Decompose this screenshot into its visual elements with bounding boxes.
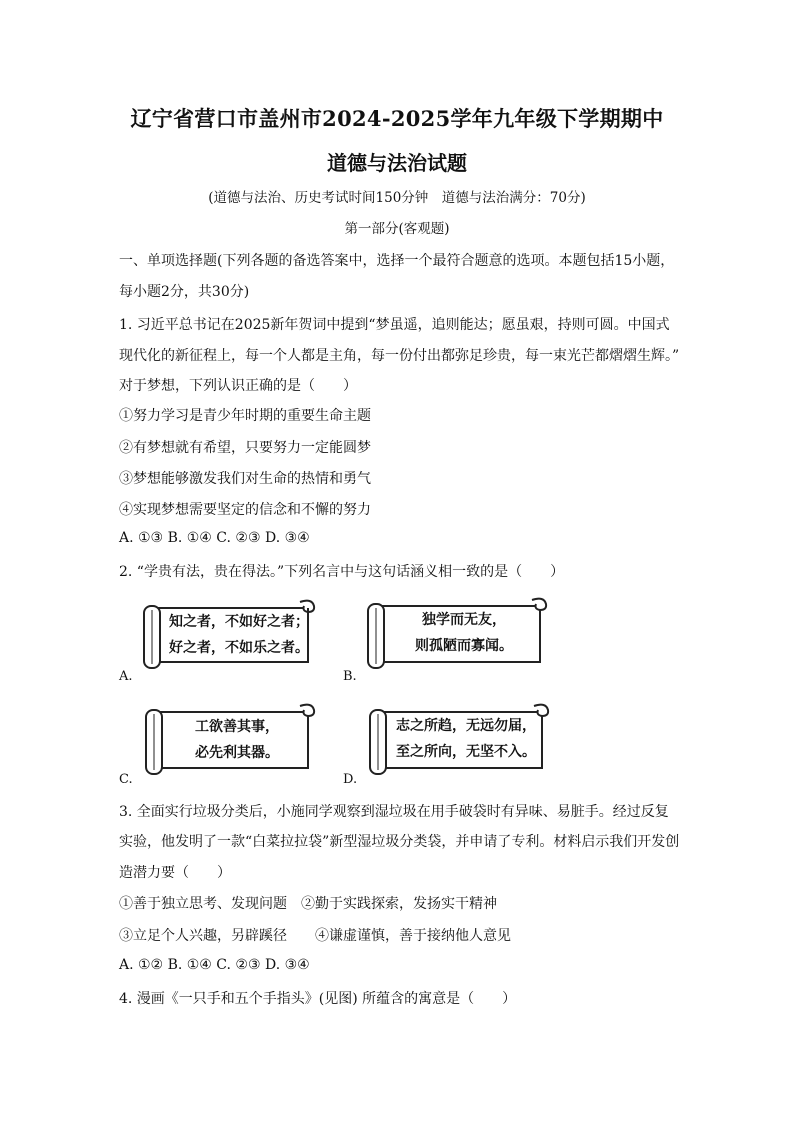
q2-option-a-scroll <box>140 596 320 676</box>
section-instructions-line2: 每小题2分，共30分) <box>119 284 250 300</box>
q1-option-4: ④实现梦想需要坚定的信念和不懈的努力 <box>119 502 371 518</box>
q1-option-1: ①努力学习是青少年时期的重要生命主题 <box>119 408 371 424</box>
q2-option-d-line2: 至之所向，无坚不入。 <box>396 744 536 760</box>
q2-option-c-scroll <box>142 700 318 780</box>
section-instructions-line1: 一、单项选择题(下列各题的备选答案中，选择一个最符合题意的选项。本题包括15小题， <box>119 253 675 269</box>
q2-option-b-line2: 则孤陋而寡闻。 <box>415 638 513 654</box>
q3-options-3-4: ③立足个人兴趣，另辟蹊径 ④谦虚谨慎，善于接纳他人意见 <box>119 928 511 944</box>
part-heading: 第一部分(客观题) <box>344 221 450 237</box>
q2-option-d-line1: 志之所趋，无远勿届， <box>396 718 536 734</box>
q2-stem: 2. “学贵有法，贵在得法。”下列名言中与这句话涵义相一致的是（ ） <box>119 564 565 580</box>
q1-answer-choices: A. ①③ B. ①④ C. ②③ D. ③④ <box>119 530 310 546</box>
q3-stem-line1: 3. 全面实行垃圾分类后，小施同学观察到湿垃圾在用手破袋时有异味、易脏手。经过反复 <box>119 804 669 820</box>
q3-answer-choices: A. ①② B. ①④ C. ②③ D. ③④ <box>119 957 310 973</box>
q2-option-b-line1: 独学而无友， <box>422 612 506 628</box>
q4-stem: 4. 漫画《一只手和五个手指头》(见图) 所蕴含的寓意是（ ） <box>119 991 517 1007</box>
exam-time-note: (道德与法治、历史考试时间150分钟 道德与法治满分：70分) <box>208 190 586 206</box>
q1-option-3: ③梦想能够激发我们对生命的热情和勇气 <box>119 471 371 487</box>
q2-option-d-letter: D. <box>343 772 358 787</box>
q1-stem-line2: 现代化的新征程上，每一个人都是主角，每一份付出都弥足珍贵，每一束光芒都熠熠生辉。” <box>119 348 680 364</box>
q3-options-1-2: ①善于独立思考、发现问题 ②勤于实践探索，发扬实干精神 <box>119 896 497 912</box>
exam-title: 辽宁省营口市盖州市2024-2025学年九年级下学期期中 <box>130 106 664 131</box>
q3-stem-line3: 造潜力要（ ） <box>119 865 231 881</box>
q1-stem-line3: 对于梦想，下列认识正确的是（ ） <box>119 378 357 394</box>
q2-option-a-letter: A. <box>119 669 133 684</box>
q1-option-2: ②有梦想就有希望，只要努力一定能圆梦 <box>119 440 371 456</box>
q2-option-a-line1: 知之者，不如好之者； <box>169 614 309 630</box>
exam-subtitle: 道德与法治试题 <box>327 151 467 175</box>
q2-option-c-line1: 工欲善其事， <box>195 719 279 735</box>
q2-option-d-scroll <box>366 700 552 780</box>
q2-option-c-letter: C. <box>119 772 133 787</box>
q2-option-c-line2: 必先利其器。 <box>195 745 279 761</box>
q1-stem-line1: 1. 习近平总书记在2025新年贺词中提到“梦虽遥，追则能达；愿虽艰，持则可圆。中国式 <box>119 317 670 333</box>
q3-stem-line2: 实验，他发明了一款“白菜拉拉袋”新型湿垃圾分类袋，并申请了专利。材料启示我们开发创 <box>119 834 680 850</box>
q2-option-b-scroll <box>364 594 550 674</box>
q2-option-a-line2: 好之者，不如乐之者。 <box>169 640 309 656</box>
q2-option-b-letter: B. <box>343 669 357 684</box>
